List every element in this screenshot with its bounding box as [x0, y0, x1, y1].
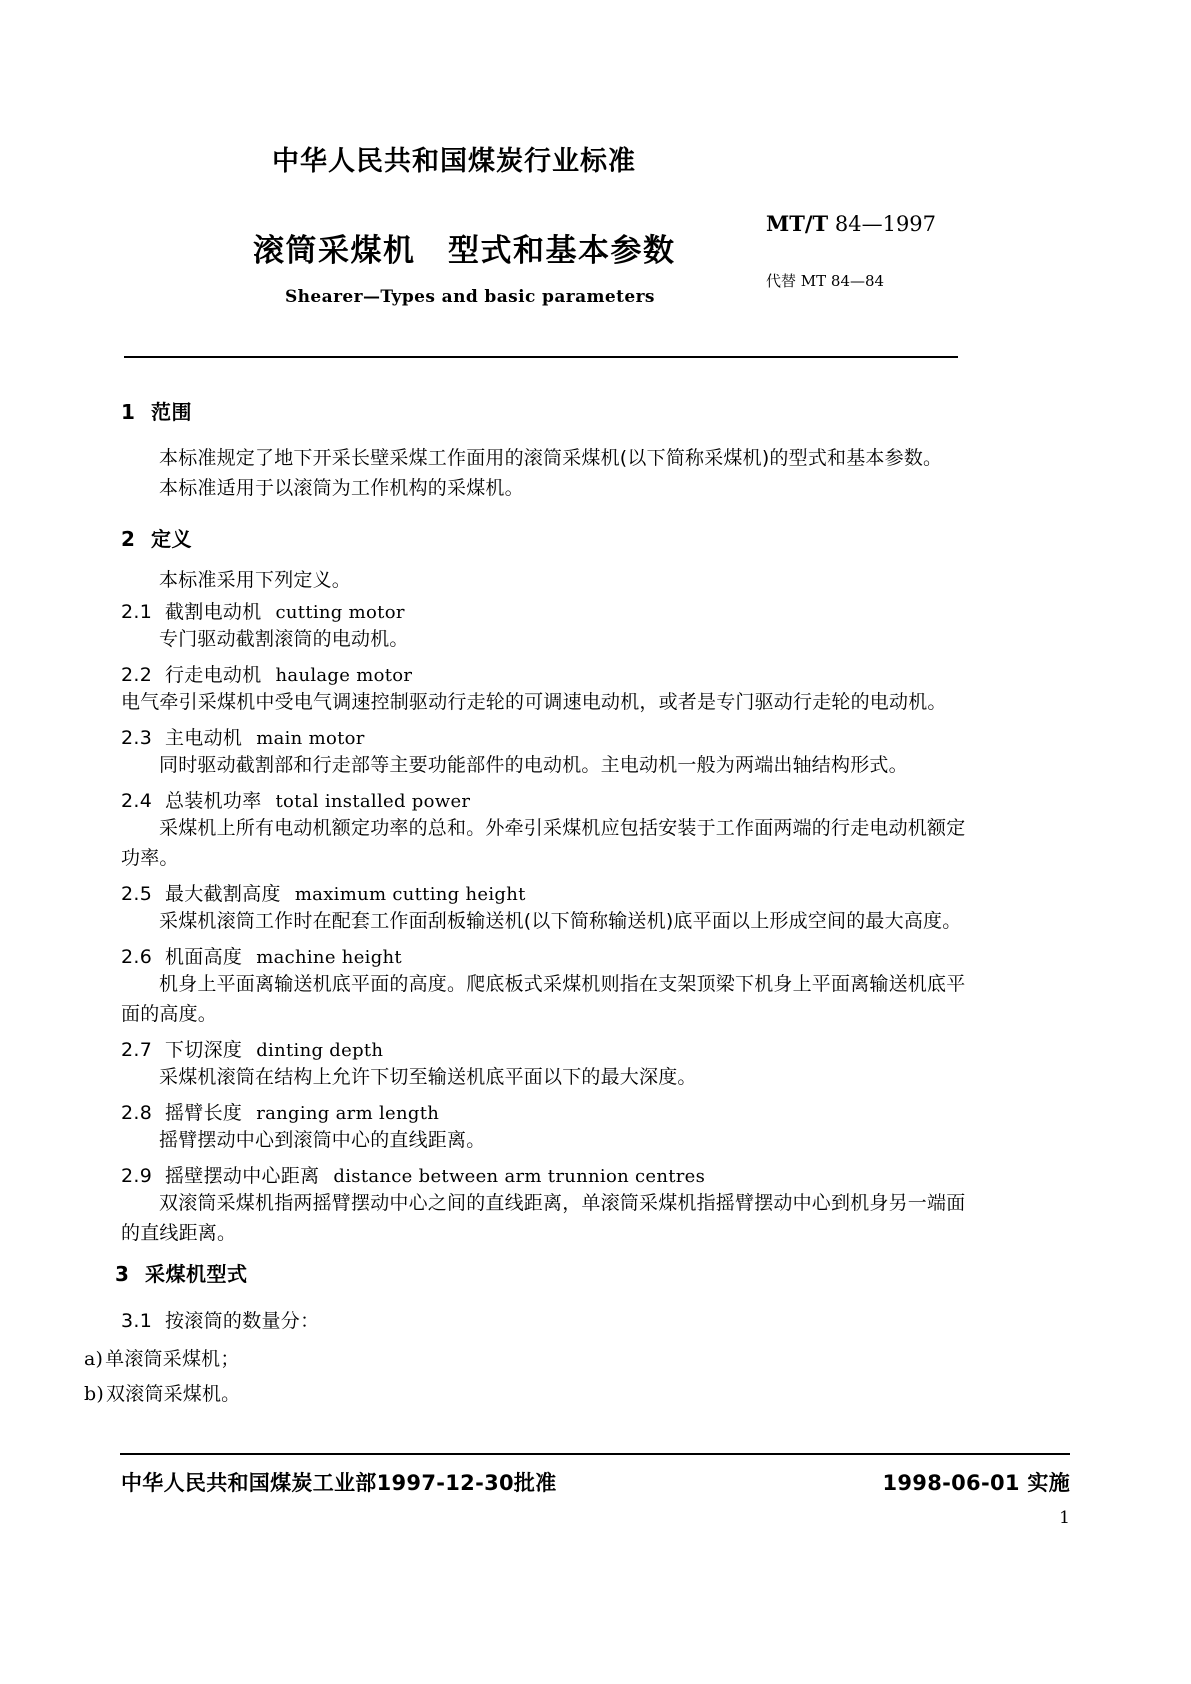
definition-2-6-number: 2.6: [121, 946, 153, 968]
definition-2-6-term-cn: 机面高度: [165, 946, 243, 968]
definition-2-1-term-en: cutting motor: [275, 602, 405, 623]
list-item-text-a: 单滚筒采煤机；: [105, 1348, 240, 1370]
section-1-title: 范围: [151, 400, 192, 424]
section-3-number: 3: [115, 1262, 130, 1286]
definition-2-3: [0, 723, 1191, 780]
definition-2-3-number: 2.3: [121, 727, 153, 749]
page-number: 1: [1059, 1508, 1070, 1528]
definition-2-9-term-cn: 摇壁摆动中心距离: [165, 1165, 320, 1187]
definition-2-8: [0, 1098, 1191, 1155]
definition-2-1-body: 专门驱动截割滚筒的电动机。: [159, 628, 409, 650]
replaces-note: 代替 MT 84—84: [766, 272, 885, 290]
definition-2-8-number: 2.8: [121, 1102, 153, 1124]
definition-2-5-term-en: maximum cutting height: [294, 884, 526, 905]
section-1-paragraph-1: 本标准规定了地下开采长壁采煤工作面用的滚筒采煤机(以下简称采煤机)的型式和基本参数。: [159, 447, 943, 469]
standard-number-prefix: MT/T: [766, 211, 829, 236]
subsection-3-1-text: 按滚筒的数量分：: [165, 1310, 320, 1332]
definition-2-7-term-cn: 下切深度: [165, 1039, 243, 1061]
definition-2-2-body: 电气牵引采煤机中受电气调速控制驱动行走轮的可调速电动机，或者是专门驱动行走轮的电动机。: [121, 691, 947, 713]
implementation-date: 1998-06-01 实施: [882, 1471, 1070, 1495]
definition-2-5: [0, 879, 1191, 936]
definition-2-4-number: 2.4: [121, 790, 153, 812]
issuing-organization: 中华人民共和国煤炭行业标准: [272, 146, 636, 177]
approval-statement: 中华人民共和国煤炭工业部1997-12-30批准: [121, 1471, 557, 1495]
header-divider: [124, 356, 958, 358]
list-item-text-b: 双滚筒采煤机。: [105, 1383, 241, 1405]
subsection-3-1-number: 3.1: [121, 1310, 153, 1332]
definition-2-3-body: 同时驱动截割部和行走部等主要功能部件的电动机。主电动机一般为两端出轴结构形式。: [159, 754, 908, 776]
definition-2-2-term-en: haulage motor: [275, 665, 413, 686]
definition-2-4-body: 采煤机上所有电动机额定功率的总和。外牵引采煤机应包括安装于工作面两端的行走电动机额定功率。: [121, 817, 966, 869]
section-2-number: 2: [121, 527, 136, 551]
definition-2-6-body: 机身上平面离输送机底平面的高度。爬底板式采煤机则指在支架顶梁下机身上平面离输送机底平面的高度。: [121, 973, 966, 1025]
definition-2-9: [0, 1161, 1191, 1248]
section-1-number: 1: [121, 400, 136, 424]
definition-2-1: [0, 597, 1191, 654]
section-2-intro: 本标准采用下列定义。: [159, 569, 352, 591]
footer-divider: [120, 1453, 1070, 1455]
definition-2-2: [0, 660, 1191, 717]
definition-2-9-number: 2.9: [121, 1165, 153, 1187]
definition-2-9-body: 双滚筒采煤机指两摇臂摆动中心之间的直线距离，单滚筒采煤机指摇臂摆动中心到机身另一端面的直线距离。: [121, 1192, 966, 1244]
definition-2-4-term-en: total installed power: [275, 791, 471, 812]
document-subtitle-english: Shearer—Types and basic parameters: [285, 287, 655, 307]
subsection-3-1: [0, 1306, 1191, 1333]
definition-2-4: [0, 786, 1191, 873]
definition-2-2-term-cn: 行走电动机: [165, 664, 262, 686]
definition-2-9-term-en: distance between arm trunnion centres: [333, 1166, 706, 1187]
definition-2-1-term-cn: 截割电动机: [165, 601, 262, 623]
document-title: 滚筒采煤机 型式和基本参数: [253, 233, 676, 269]
section-1-heading: [0, 396, 1191, 425]
list-item-marker-b: b): [84, 1383, 104, 1405]
section-2-title: 定义: [151, 527, 192, 551]
definition-2-7-number: 2.7: [121, 1039, 153, 1061]
definition-2-6: [0, 942, 1191, 1029]
definition-2-5-body: 采煤机滚筒工作时在配套工作面刮板输送机(以下简称输送机)底平面以上形成空间的最大高度。: [159, 910, 962, 932]
definition-2-7: [0, 1035, 1191, 1092]
definition-2-8-body: 摇臂摆动中心到滚筒中心的直线距离。: [159, 1129, 486, 1151]
definition-2-5-number: 2.5: [121, 883, 153, 905]
definition-2-8-term-en: ranging arm length: [256, 1103, 440, 1124]
definition-2-6-term-en: machine height: [256, 947, 402, 968]
definition-2-8-term-cn: 摇臂长度: [165, 1102, 243, 1124]
section-1-paragraph-2: 本标准适用于以滚筒为工作机构的采煤机。: [159, 477, 524, 499]
definition-2-3-term-en: main motor: [256, 728, 365, 749]
list-item-marker-a: a): [84, 1348, 104, 1370]
definition-2-7-body: 采煤机滚筒在结构上允许下切至输送机底平面以下的最大深度。: [159, 1066, 697, 1088]
definition-2-1-number: 2.1: [121, 601, 153, 623]
definition-2-7-term-en: dinting depth: [256, 1040, 384, 1061]
definition-2-2-number: 2.2: [121, 664, 153, 686]
section-3-title: 采煤机型式: [145, 1262, 248, 1286]
definition-2-5-term-cn: 最大截割高度: [165, 883, 281, 905]
list-item: [0, 1344, 1191, 1371]
standard-number: [766, 211, 936, 236]
definition-2-4-term-cn: 总装机功率: [165, 790, 262, 812]
standard-number-value: 84—1997: [834, 212, 937, 236]
definition-2-3-term-cn: 主电动机: [165, 727, 243, 749]
list-item: [0, 1379, 1191, 1406]
section-3-heading: [0, 1258, 1191, 1287]
section-2-heading: [0, 523, 1191, 552]
